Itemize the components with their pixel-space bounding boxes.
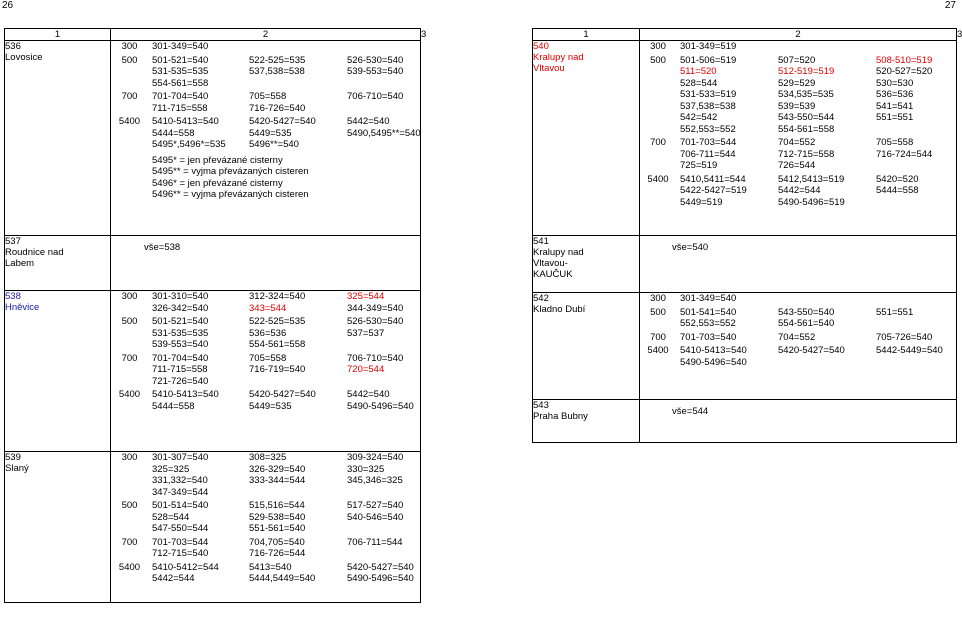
mapping-value: 331,332=540 xyxy=(152,475,208,486)
station-row xyxy=(533,236,957,293)
mapping-value: 537,538=538 xyxy=(249,66,305,77)
header-row: 1 2 3 xyxy=(5,29,421,41)
mapping-value: 5490-5496=540 xyxy=(680,356,747,368)
mapping-value: 5449=519 xyxy=(680,196,723,208)
code-group xyxy=(640,41,956,53)
mapping-value: 5413=540 xyxy=(249,561,292,573)
group-code: 500 xyxy=(121,500,138,511)
group-code: 5400 xyxy=(647,345,669,356)
group-code: 700 xyxy=(650,331,666,343)
station-row xyxy=(5,291,421,452)
note-line: 5496* = jen převázané cisterny xyxy=(152,177,283,189)
mapping-line xyxy=(640,332,956,344)
mapping-line xyxy=(640,160,956,172)
mapping-value: 706-710=540 xyxy=(347,91,404,102)
mapping-value: 542=542 xyxy=(680,112,718,123)
assignment-cell xyxy=(111,41,421,236)
mapping-value: 706-711=544 xyxy=(680,148,736,160)
mapping-value: 5495*,5496*=535 xyxy=(152,139,226,150)
mapping-line xyxy=(111,464,420,476)
code-group xyxy=(640,307,956,330)
mapping-value: 716-726=544 xyxy=(249,548,306,559)
mapping-value: 701-704=540 xyxy=(152,352,209,364)
mapping-value: 5422-5427=519 xyxy=(680,185,747,196)
station-name-line: Hněvice xyxy=(5,302,40,313)
mapping-value: 706-710=540 xyxy=(347,352,404,364)
group-code: 700 xyxy=(650,137,666,148)
group-code: 300 xyxy=(121,41,138,52)
station-row xyxy=(533,293,957,400)
station-name-cell xyxy=(533,293,640,400)
mapping-value: 530=530 xyxy=(876,77,914,89)
mapping-value: 539-553=540 xyxy=(347,66,404,77)
header-row: 1 2 3 xyxy=(533,29,957,41)
mapping-value: 5444=558 xyxy=(876,185,919,196)
mapping-value: 711-715=558 xyxy=(152,364,208,375)
station-name-line: Kladno Dubí xyxy=(533,304,586,315)
mapping-value: 5444=558 xyxy=(152,400,195,412)
mapping-value: 301-349=519 xyxy=(680,41,737,52)
mapping-line xyxy=(640,174,956,186)
mapping-line xyxy=(111,78,420,90)
mapping-value: 5442=540 xyxy=(347,389,390,400)
mapping-line xyxy=(111,139,420,151)
mapping-line xyxy=(111,523,420,535)
mapping-value: 554-561=558 xyxy=(249,339,306,350)
mapping-value: 301-310=540 xyxy=(152,291,209,302)
code-group xyxy=(111,353,420,388)
mapping-value: 5496**=540 xyxy=(249,139,299,150)
mapping-value: 325=325 xyxy=(152,463,190,475)
note-line: 5495** = vyjma převázaných cisteren xyxy=(152,166,309,177)
mapping-value: 541=541 xyxy=(876,100,914,112)
right-page-table xyxy=(532,28,962,443)
mapping-value: 711-715=558 xyxy=(152,102,208,114)
mapping-line xyxy=(640,41,956,53)
mapping-value: 333-344=544 xyxy=(249,475,306,486)
mapping-value: 511=520 xyxy=(680,66,717,77)
mapping-value: 5420=520 xyxy=(876,173,919,185)
station-name-line: Kralupy nad xyxy=(533,247,584,258)
group-code: 700 xyxy=(121,536,138,548)
station-name-line: 542 xyxy=(533,293,549,304)
mapping-value: 326-342=540 xyxy=(152,302,209,314)
mapping-value: 326-329=540 xyxy=(249,463,306,475)
group-code: 300 xyxy=(121,291,138,302)
group-code: 300 xyxy=(650,293,666,304)
note-line: 5496** = vyjma převázaných cisteren xyxy=(152,189,309,200)
mapping-value: 301-349=540 xyxy=(680,293,737,304)
code-group xyxy=(111,452,420,498)
mapping-value: 515,516=544 xyxy=(249,500,305,511)
mapping-value: 701-703=544 xyxy=(680,137,737,148)
code-group xyxy=(640,332,956,344)
group-code: 5400 xyxy=(118,561,141,573)
mapping-line xyxy=(111,291,420,303)
code-group xyxy=(111,389,420,412)
mapping-value: 308=325 xyxy=(249,452,287,463)
mapping-value: 5410-5413=540 xyxy=(152,389,219,400)
mapping-value: 716-726=540 xyxy=(249,102,306,114)
mapping-value: 301-307=540 xyxy=(152,452,209,463)
station-row xyxy=(5,41,421,236)
mapping-line xyxy=(111,303,420,315)
mapping-value: 522-525=535 xyxy=(249,316,306,327)
mapping-value: 5490-5496=519 xyxy=(778,196,845,208)
mapping-line xyxy=(640,66,956,78)
mapping-line xyxy=(111,487,420,499)
code-group xyxy=(111,116,420,151)
mapping-value: 5420-5427=540 xyxy=(249,116,316,127)
mapping-value: 5490,5495**=540 xyxy=(347,127,421,139)
assignment-all: vše=544 xyxy=(672,406,709,417)
mapping-value: 536=536 xyxy=(249,327,287,339)
mapping-value: 720=544 xyxy=(347,364,385,375)
mapping-line xyxy=(111,364,420,376)
group-code: 700 xyxy=(121,91,138,102)
mapping-line xyxy=(111,91,420,103)
mapping-value: 512-519=519 xyxy=(778,66,835,77)
station-row xyxy=(533,41,957,236)
assignment-cell xyxy=(111,291,421,452)
mapping-value: 528=544 xyxy=(152,511,190,523)
mapping-value: 501-521=540 xyxy=(152,54,209,66)
mapping-value: 5420-5427=540 xyxy=(249,389,316,400)
station-name-line: 536 xyxy=(5,41,21,52)
mapping-line xyxy=(640,55,956,67)
mapping-value: 343=544 xyxy=(249,302,287,314)
code-group xyxy=(111,562,420,585)
station-name-line: Slaný xyxy=(5,463,29,474)
mapping-value: 704,705=540 xyxy=(249,536,305,548)
mapping-line xyxy=(640,307,956,319)
mapping-value: 716-719=540 xyxy=(249,364,306,375)
mapping-value: 726=544 xyxy=(778,160,816,171)
mapping-value: 543-550=540 xyxy=(778,306,835,318)
mapping-line xyxy=(640,293,956,305)
station-name-cell xyxy=(5,452,111,603)
mapping-line xyxy=(111,389,420,401)
mapping-value: 705=558 xyxy=(249,91,287,102)
code-group xyxy=(111,537,420,560)
mapping-value: 704=552 xyxy=(778,331,816,343)
mapping-value: 345,346=325 xyxy=(347,475,403,486)
mapping-value: 5410-5412=544 xyxy=(152,561,219,573)
group-code: 300 xyxy=(650,41,666,52)
mapping-line xyxy=(640,345,956,357)
station-row xyxy=(533,400,957,443)
assignment-cell xyxy=(111,452,421,603)
mapping-value: 539-553=540 xyxy=(152,339,209,350)
station-row xyxy=(5,452,421,603)
mapping-value: 529-538=540 xyxy=(249,511,306,523)
left-page-table xyxy=(4,28,427,603)
mapping-line xyxy=(640,318,956,330)
mapping-line xyxy=(111,328,420,340)
mapping-value: 526-530=540 xyxy=(347,54,404,66)
mapping-line xyxy=(111,573,420,585)
mapping-line xyxy=(111,339,420,351)
mapping-value: 716-724=544 xyxy=(876,148,933,160)
notes xyxy=(111,153,420,201)
code-group xyxy=(111,316,420,351)
assignment-cell xyxy=(640,236,957,293)
mapping-value: 5490-5496=540 xyxy=(347,573,414,584)
assignment-all: vše=538 xyxy=(144,242,181,253)
mapping-line xyxy=(111,116,420,128)
column-header: 2 xyxy=(111,29,421,41)
code-group xyxy=(640,55,956,136)
mapping-line xyxy=(640,124,956,136)
mapping-line xyxy=(640,149,956,161)
station-name-line: Praha Bubny xyxy=(533,411,588,422)
mapping-value: 721-726=540 xyxy=(152,375,209,387)
group-code: 500 xyxy=(650,306,666,318)
mapping-value: 508-510=519 xyxy=(876,54,933,66)
mapping-line xyxy=(111,353,420,365)
mapping-value: 517-527=540 xyxy=(347,500,404,511)
mapping-value: 5420-5427=540 xyxy=(347,561,414,573)
station-name-line: 540 xyxy=(533,41,549,52)
mapping-value: 330=325 xyxy=(347,463,385,475)
mapping-value: 554-561=558 xyxy=(152,77,209,89)
group-code: 5400 xyxy=(118,116,141,127)
mapping-line xyxy=(640,78,956,90)
mapping-value: 5449=535 xyxy=(249,400,292,412)
mapping-value: 309-324=540 xyxy=(347,452,404,463)
mapping-value: 552,553=552 xyxy=(680,123,736,135)
mapping-value: 344-349=540 xyxy=(347,302,404,314)
mapping-line xyxy=(640,101,956,113)
group-code: 500 xyxy=(121,54,138,66)
mapping-line xyxy=(111,500,420,512)
mapping-line xyxy=(111,55,420,67)
mapping-value: 705=558 xyxy=(876,137,914,148)
station-name-line: KAUČUK xyxy=(533,269,573,280)
mapping-line xyxy=(111,41,420,53)
station-name-line: Labem xyxy=(5,258,35,269)
mapping-line xyxy=(111,452,420,464)
station-name-cell xyxy=(5,291,111,452)
mapping-value: 551=551 xyxy=(876,112,914,123)
mapping-value: 547-550=544 xyxy=(152,523,209,534)
mapping-value: 501-506=519 xyxy=(680,54,737,66)
mapping-value: 5444=558 xyxy=(152,127,195,139)
mapping-line xyxy=(111,376,420,388)
mapping-value: 712-715=540 xyxy=(152,548,209,559)
mapping-line xyxy=(111,316,420,328)
mapping-value: 522-525=535 xyxy=(249,54,306,66)
column-header: 1 xyxy=(5,29,111,41)
mapping-line xyxy=(111,401,420,413)
mapping-value: 5410-5413=540 xyxy=(152,116,219,127)
station-name-cell xyxy=(533,41,640,236)
mapping-value: 712-715=558 xyxy=(778,148,835,160)
station-name-line: Vltavou- xyxy=(533,258,568,269)
code-group xyxy=(640,174,956,209)
mapping-value: 5442=544 xyxy=(778,185,821,196)
column-header: 2 xyxy=(640,29,957,41)
code-group xyxy=(111,91,420,114)
group-code: 300 xyxy=(121,452,138,463)
mapping-value: 706-711=544 xyxy=(347,536,403,548)
assignment-cell xyxy=(640,41,957,236)
mapping-value: 501-514=540 xyxy=(152,500,209,511)
code-group xyxy=(111,41,420,53)
station-name-cell xyxy=(533,400,640,443)
mapping-value: 537=537 xyxy=(347,327,385,339)
mapping-value: 540-546=540 xyxy=(347,511,404,523)
mapping-value: 554-561=558 xyxy=(778,123,835,135)
group-code: 5400 xyxy=(647,173,669,185)
mapping-value: 5444,5449=540 xyxy=(249,573,316,584)
station-name-cell xyxy=(533,236,640,293)
mapping-value: 5449=535 xyxy=(249,127,292,139)
mapping-line xyxy=(111,548,420,560)
mapping-value: 528=544 xyxy=(680,77,718,89)
mapping-value: 501-521=540 xyxy=(152,316,209,327)
mapping-value: 531-533=519 xyxy=(680,89,737,100)
mapping-line xyxy=(640,89,956,101)
mapping-value: 543-550=544 xyxy=(778,112,835,123)
group-code: 700 xyxy=(121,352,138,364)
code-group xyxy=(640,293,956,305)
station-name-line: Vltavou xyxy=(533,63,565,74)
mapping-line xyxy=(111,537,420,549)
mapping-value: 312-324=540 xyxy=(249,291,306,302)
assignment-all: vše=540 xyxy=(672,242,709,253)
station-row xyxy=(5,236,421,291)
mapping-line xyxy=(640,112,956,124)
mapping-value: 5410,5411=544 xyxy=(680,173,746,185)
mapping-value: 537,538=538 xyxy=(680,100,736,112)
mapping-value: 5410-5413=540 xyxy=(680,345,747,356)
mapping-value: 520-527=520 xyxy=(876,66,933,77)
mapping-line xyxy=(111,562,420,574)
mapping-value: 701-703=544 xyxy=(152,536,209,548)
group-code: 5400 xyxy=(118,389,141,400)
mapping-value: 507=520 xyxy=(778,54,816,66)
mapping-value: 526-530=540 xyxy=(347,316,404,327)
mapping-value: 704=552 xyxy=(778,137,816,148)
station-name-line: 537 xyxy=(5,236,21,247)
mapping-value: 5442=544 xyxy=(152,573,195,584)
mapping-value: 5490-5496=540 xyxy=(347,400,414,412)
mapping-line xyxy=(640,185,956,197)
assignment-cell xyxy=(111,236,421,291)
mapping-line xyxy=(111,103,420,115)
mapping-value: 539=539 xyxy=(778,100,816,112)
assignment-cell xyxy=(640,293,957,400)
mapping-value: 534,535=535 xyxy=(778,89,834,100)
mapping-value: 501-541=540 xyxy=(680,306,737,318)
station-name-line: Roudnice nad xyxy=(5,247,64,258)
mapping-value: 5442=540 xyxy=(347,116,390,127)
station-name-cell xyxy=(5,236,111,291)
page-number-right: 27 xyxy=(944,0,956,11)
station-name-line: 538 xyxy=(5,291,21,302)
mapping-value: 5442-5449=540 xyxy=(876,345,943,356)
mapping-value: 5420-5427=540 xyxy=(778,345,845,356)
mapping-value: 705-726=540 xyxy=(876,331,933,343)
column-header: 1 xyxy=(533,29,640,41)
page-number-left: 26 xyxy=(2,0,14,11)
station-name-line: 541 xyxy=(533,236,549,247)
code-group xyxy=(111,291,420,314)
mapping-line xyxy=(111,475,420,487)
mapping-value: 701-703=540 xyxy=(680,331,737,343)
mapping-value: 531-535=535 xyxy=(152,66,209,77)
station-name-line: 539 xyxy=(5,452,21,463)
group-code: 500 xyxy=(650,54,666,66)
mapping-value: 325=544 xyxy=(347,291,385,302)
mapping-value: 551-561=540 xyxy=(249,523,306,534)
note-line: 5495* = jen převázané cisterny xyxy=(152,154,283,166)
mapping-value: 536=536 xyxy=(876,89,914,100)
code-group xyxy=(640,137,956,172)
mapping-line xyxy=(111,512,420,524)
station-name-line: Lovosice xyxy=(5,52,43,63)
mapping-value: 529=529 xyxy=(778,77,816,89)
mapping-line xyxy=(640,357,956,369)
code-group xyxy=(111,500,420,535)
mapping-line xyxy=(111,128,420,140)
code-group xyxy=(640,345,956,368)
mapping-value: 725=519 xyxy=(680,160,718,171)
mapping-line xyxy=(640,197,956,209)
station-name-cell xyxy=(5,41,111,236)
mapping-value: 347-349=544 xyxy=(152,486,209,498)
mapping-line xyxy=(111,66,420,78)
station-name-line: 543 xyxy=(533,400,549,411)
station-name-line: Kralupy nad xyxy=(533,52,584,63)
mapping-value: 531-535=535 xyxy=(152,327,209,339)
mapping-value: 554-561=540 xyxy=(778,318,835,329)
mapping-value: 551=551 xyxy=(876,306,914,318)
code-group xyxy=(111,55,420,90)
mapping-value: 5412,5413=519 xyxy=(778,173,845,185)
station-table xyxy=(4,28,427,603)
assignment-cell xyxy=(640,400,957,443)
mapping-value: 301-349=540 xyxy=(152,41,209,52)
station-table xyxy=(532,28,962,443)
mapping-line xyxy=(640,137,956,149)
mapping-value: 705=558 xyxy=(249,352,287,364)
group-code: 500 xyxy=(121,316,138,327)
mapping-value: 552,553=552 xyxy=(680,318,736,329)
mapping-value: 701-704=540 xyxy=(152,91,209,102)
